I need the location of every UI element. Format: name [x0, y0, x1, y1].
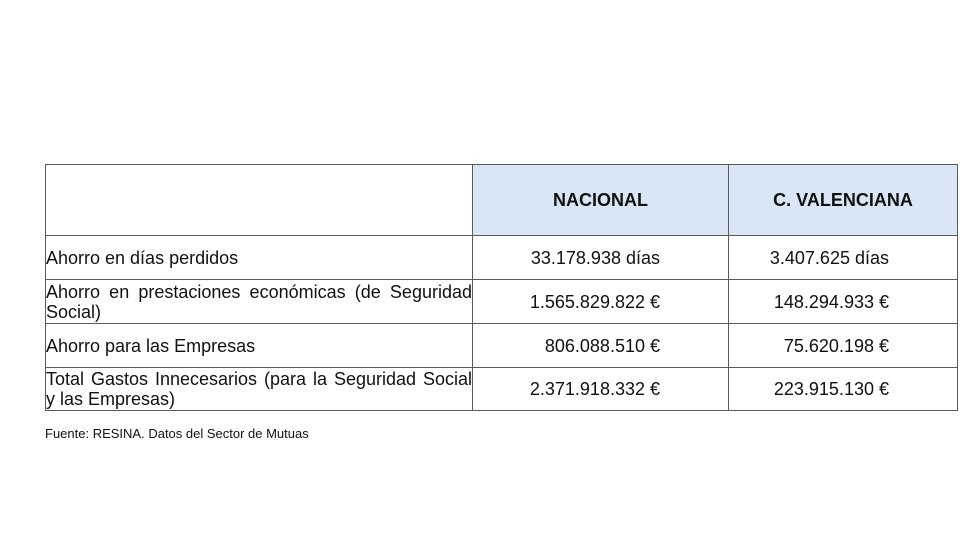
row-label: Total Gastos Innecesarios (para la Seguridad Social y las Empresas) — [46, 369, 472, 409]
table-row — [46, 236, 958, 280]
savings-table — [45, 164, 958, 411]
cell-nacional: 806.088.510 € — [473, 324, 729, 368]
cell-nacional: 2.371.918.332 € — [473, 368, 729, 411]
row-label: Ahorro para las Empresas — [46, 324, 473, 368]
row-label: Ahorro en días perdidos — [46, 236, 473, 280]
cell-valenciana: 3.407.625 días — [729, 236, 958, 280]
source-note: Fuente: RESINA. Datos del Sector de Mutuas — [45, 426, 309, 441]
cell-nacional: 33.178.938 días — [473, 236, 729, 280]
header-corner-cell — [46, 165, 473, 236]
row-label: Ahorro en prestaciones económicas (de Seguridad Social) — [46, 281, 472, 322]
header-row — [46, 165, 958, 236]
cell-valenciana: 148.294.933 € — [729, 280, 958, 324]
cell-nacional: 1.565.829.822 € — [473, 280, 729, 324]
cell-valenciana: 223.915.130 € — [729, 368, 958, 411]
cell-valenciana: 75.620.198 € — [729, 324, 958, 368]
table-row — [46, 280, 958, 324]
header-valenciana: C. VALENCIANA — [729, 165, 958, 236]
table-row — [46, 368, 958, 411]
table-row — [46, 324, 958, 368]
header-nacional: NACIONAL — [473, 165, 729, 236]
